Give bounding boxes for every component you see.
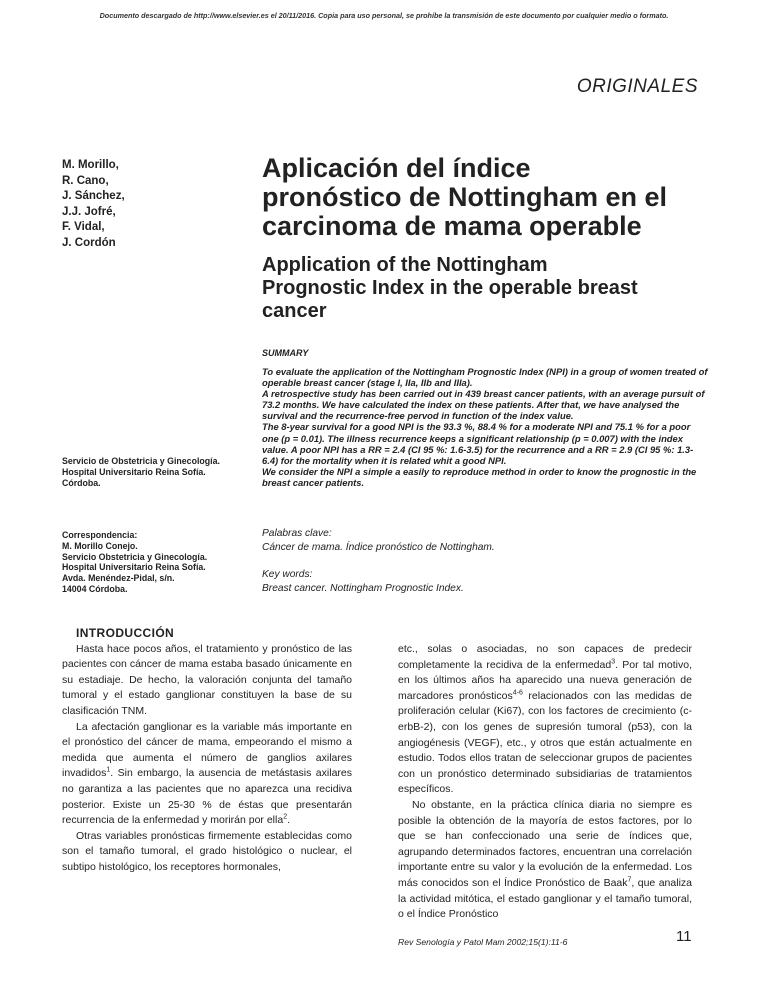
reference-marker: 1 (106, 766, 111, 774)
keywords-text: Cáncer de mama. Índice pronóstico de Nottingham. (262, 542, 495, 553)
correspondence-line: M. Morillo Conejo. (62, 540, 138, 551)
title-line: Aplicación del índice (262, 153, 531, 183)
author-name: J.J. Jofré, (62, 205, 116, 218)
keywords-spanish (262, 527, 708, 555)
author-name: M. Morillo, (62, 159, 119, 171)
affiliation-line: Córdoba. (62, 477, 101, 488)
body-paragraph: Otras variables pronósticas firmemente establecidas como son el tamaño tumoral, el grado histológico o nuclear, el subtipo histológico, los receptores hormonales, (62, 829, 352, 873)
correspondence-line: Correspondencia: (62, 530, 138, 540)
summary-heading: SUMMARY (262, 348, 309, 358)
body-paragraph (398, 798, 692, 923)
reference-marker: 3 (611, 658, 616, 666)
correspondence-line: 14004 Córdoba. (62, 583, 128, 594)
page-number: 11 (676, 928, 692, 945)
journal-reference: Rev Senología y Patol Mam 2002;15(1):11-6 (398, 937, 568, 947)
summary-paragraph: To evaluate the application of the Nottingham Prognostic Index (NPI) in a group of women treated of operable breast cancer (stage I, IIa, IIb and IIIa). (262, 366, 708, 389)
summary-paragraph: We consider the NPI a simple a easily to reproduce method in order to know the prognostic in the breast cancer patients. (262, 465, 697, 488)
keywords-english (262, 568, 708, 596)
title-line: pronóstico de Nottingham en el (262, 182, 668, 212)
body-text: relacionados con las medidas de proliferación celular (Ki67), con los factores de crecimiento (c-erbB-2), con los genes de supresión tumoral (p53), con la angiogénesis (VEGF), etc., y otros que están actualmente en estudio. Todos ellos tratan de seleccionar grupos de pacientes con un pronóstico determinado subsidiarias de tratamientos específicos. (398, 689, 692, 796)
intro-heading: INTRODUCCIÓN (76, 626, 175, 640)
title-line: carcinoma de mama operable (262, 211, 642, 241)
body-text: La afectación ganglionar es la variable más importante en el pronóstico del cáncer de mama, empeorando el mismo a medida que aumenta el número de ganglios axilares invadidos (62, 720, 352, 780)
title-line: Prognostic Index in the operable breast (262, 277, 638, 299)
author-name: F. Vidal, (62, 221, 105, 234)
title-line: Application of the Nottingham (262, 254, 548, 276)
section-label: ORIGINALES (576, 76, 698, 97)
title-english (262, 254, 722, 323)
author-name: J. Cordón (62, 236, 116, 249)
correspondence-line: Avda. Menéndez-Pidal, s/n. (62, 573, 175, 584)
title-line: cancer (262, 300, 327, 322)
title-spanish (262, 154, 722, 241)
body-text: . Por tal motivo, en los últimos años ha aparecido una nueva generación de marcadores pronósticos (398, 658, 692, 702)
summary-paragraph: A retrospective study has been carried out in 439 breast cancer patients, with an average pursuit of 73.2 months. We have calculated the index on these patients. After that, we have analysed the survival and the recurrence-free pervod in function of the index value. (262, 388, 705, 422)
summary-paragraph: The 8-year survival for a good NPI is the 93.3 %, 88.4 % for a moderate NPI and 75.1 % for a poor one (p = 0.01). The illness recurrence keeps a significant relationship (p = 0.007) with the index value. A poor NPI has a RR = 2.4 (CI 95 %: 1.6-3.5) for the recurrence and a RR = 2.9 (CI 95 %: 1.3-6.4) for the mortality when it is related whit a good NPI. (262, 421, 694, 466)
body-paragraph: Hasta hace pocos años, el tratamiento y pronóstico de las pacientes con cáncer de mama estaba basado únicamente en su estadiaje. De hecho, la valoración conjunta del tamaño tumoral y el estado ganglionar constituyen la base de su clasificación TNM. (62, 642, 352, 717)
body-text: . (287, 814, 291, 827)
affiliation-line: Servicio de Obstetricia y Ginecología. (62, 456, 220, 466)
download-notice: Documento descargado de http://www.elsevier.es el 20/11/2016. Copia para uso personal, se prohíbe la transmisión de este documento por cualquier medio o formato. (99, 11, 669, 20)
affiliation (62, 456, 252, 488)
body-text: No obstante, en la práctica clínica diaria no siempre es posible la obtención de la mayoría de estos factores, por lo que se han confeccionado una serie de índices que, agrupando determinados factores, encuentran una correlación importante entre su valor y la evolución de la enfermedad. Los más conocidos son el Índice Pronóstico de Baak (398, 798, 692, 889)
body-text: , que analiza la actividad mitótica, el estado ganglionar y el tamaño tumoral, o el Índice Pronóstico (398, 876, 692, 921)
author-list (62, 158, 232, 252)
author-name: J. Sánchez, (62, 190, 125, 203)
body-text: etc., solas o asociadas, no son capaces de predecir completamente la recidiva de la enfermedad (398, 643, 692, 671)
keywords-label: Palabras clave: (262, 528, 332, 539)
reference-marker: 2 (283, 813, 288, 821)
body-paragraph (62, 720, 352, 829)
keywords-text: Breast cancer. Nottingham Prognostic Index. (262, 583, 464, 594)
correspondence-line: Hospital Universitario Reina Sofía. (62, 562, 206, 573)
summary-abstract (262, 366, 708, 488)
body-text: . Sin embargo, la ausencia de metástasis axilares no garantiza a las pacientes que no aparezca una recidiva posterior. Existe un 25-30 % de éstas que presentarán recurrencia de la enfermedad y morirán por ella (62, 767, 352, 827)
body-paragraph (398, 642, 692, 798)
reference-marker: 7 (627, 876, 632, 884)
correspondence (62, 530, 252, 595)
correspondence-line: Servicio Obstetricia y Ginecología. (62, 551, 208, 562)
keywords-label: Key words: (262, 569, 313, 580)
author-name: R. Cano, (62, 174, 109, 187)
body-column-left (62, 626, 352, 876)
affiliation-line: Hospital Universitario Reina Sofía. (62, 466, 206, 477)
body-column-right (398, 642, 692, 923)
reference-marker: 4-6 (512, 689, 523, 697)
